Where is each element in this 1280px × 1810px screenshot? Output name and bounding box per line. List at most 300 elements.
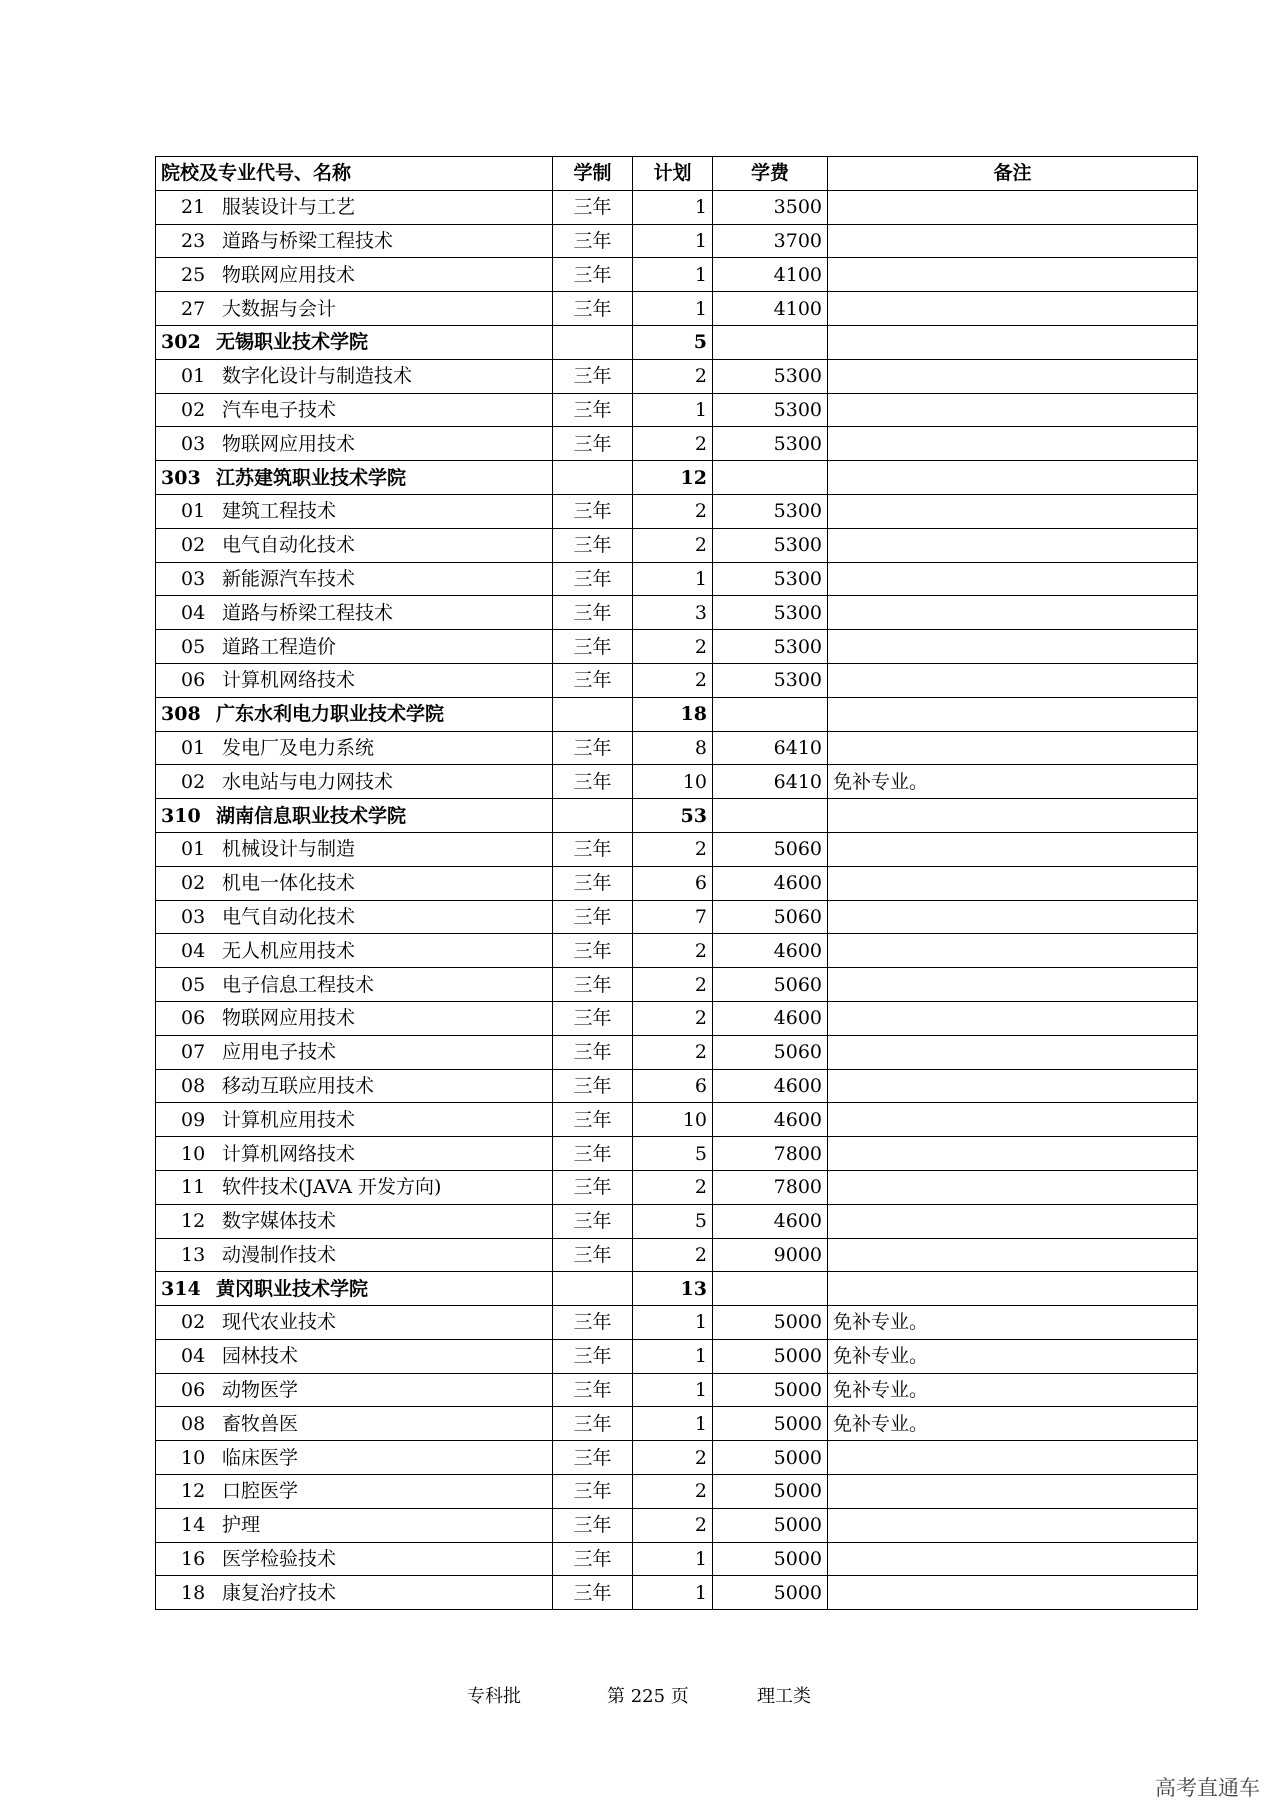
plan-cell: 1 — [633, 190, 713, 224]
note-cell — [828, 1035, 1198, 1069]
note-cell — [828, 1170, 1198, 1204]
table-row — [156, 494, 1198, 528]
major-name: 服装设计与工艺 — [222, 196, 356, 219]
table-row — [156, 1103, 1198, 1137]
note-cell — [828, 596, 1198, 630]
plan-cell: 2 — [633, 1238, 713, 1272]
major-code: 06 — [181, 1007, 206, 1030]
name-cell — [156, 1272, 553, 1306]
major-name: 现代农业技术 — [222, 1311, 337, 1334]
note-cell — [828, 325, 1198, 359]
note-cell — [828, 900, 1198, 934]
major-code: 12 — [181, 1480, 206, 1503]
fee-cell — [713, 461, 828, 495]
major-name: 数字化设计与制造技术 — [222, 365, 413, 388]
table-row — [156, 1407, 1198, 1441]
major-name: 大数据与会计 — [222, 297, 337, 320]
note-cell — [828, 1238, 1198, 1272]
note-cell — [828, 562, 1198, 596]
fee-cell: 5300 — [713, 393, 828, 427]
table-row — [156, 866, 1198, 900]
major-code: 02 — [181, 872, 206, 895]
fee-cell: 3500 — [713, 190, 828, 224]
length-cell: 三年 — [553, 934, 633, 968]
fee-cell: 5060 — [713, 900, 828, 934]
note-cell — [828, 292, 1198, 326]
header-row — [156, 157, 1198, 191]
major-code: 10 — [181, 1142, 206, 1165]
school-name: 黄冈职业技术学院 — [216, 1277, 369, 1300]
plan-cell: 2 — [633, 1170, 713, 1204]
major-name: 物联网应用技术 — [222, 263, 356, 286]
plan-cell: 1 — [633, 1373, 713, 1407]
plan-cell: 1 — [633, 562, 713, 596]
note-cell: 免补专业。 — [828, 1306, 1198, 1340]
major-name: 电子信息工程技术 — [222, 973, 375, 996]
note-cell — [828, 494, 1198, 528]
plan-cell: 6 — [633, 866, 713, 900]
note-cell — [828, 1576, 1198, 1610]
fee-cell — [713, 1272, 828, 1306]
school-code: 314 — [161, 1277, 201, 1300]
name-cell — [156, 427, 553, 461]
major-code: 08 — [181, 1412, 206, 1435]
plan-cell: 8 — [633, 731, 713, 765]
major-code: 18 — [181, 1581, 206, 1604]
note-cell — [828, 258, 1198, 292]
plan-cell: 1 — [633, 258, 713, 292]
name-cell — [156, 799, 553, 833]
major-code: 06 — [181, 669, 206, 692]
plan-cell: 2 — [633, 1475, 713, 1509]
fee-cell: 4600 — [713, 1001, 828, 1035]
plan-cell: 1 — [633, 393, 713, 427]
major-code: 08 — [181, 1074, 206, 1097]
table-row — [156, 1441, 1198, 1475]
major-name: 道路与桥梁工程技术 — [222, 601, 394, 624]
table-row — [156, 1475, 1198, 1509]
major-code: 21 — [181, 196, 206, 219]
plan-cell: 1 — [633, 1542, 713, 1576]
major-name: 计算机网络技术 — [222, 669, 356, 692]
table-row — [156, 968, 1198, 1002]
school-row — [156, 799, 1198, 833]
plan-cell: 1 — [633, 1339, 713, 1373]
length-cell: 三年 — [553, 765, 633, 799]
length-cell: 三年 — [553, 1339, 633, 1373]
major-name: 道路工程造价 — [222, 635, 337, 658]
major-name: 应用电子技术 — [222, 1041, 337, 1064]
length-cell: 三年 — [553, 1508, 633, 1542]
major-name: 发电厂及电力系统 — [222, 736, 375, 759]
table-body — [156, 190, 1198, 1609]
length-cell: 三年 — [553, 1035, 633, 1069]
name-cell — [156, 1475, 553, 1509]
header-name: 院校及专业代号、名称 — [156, 157, 553, 191]
plan-cell: 5 — [633, 325, 713, 359]
table-row — [156, 832, 1198, 866]
header-note: 备注 — [828, 157, 1198, 191]
table-row — [156, 427, 1198, 461]
table-row — [156, 1508, 1198, 1542]
length-cell: 三年 — [553, 562, 633, 596]
fee-cell: 5300 — [713, 494, 828, 528]
fee-cell: 5000 — [713, 1441, 828, 1475]
note-cell — [828, 528, 1198, 562]
table-row — [156, 1204, 1198, 1238]
length-cell — [553, 697, 633, 731]
note-cell — [828, 1103, 1198, 1137]
major-code: 16 — [181, 1548, 206, 1571]
table-row — [156, 562, 1198, 596]
footer-batch: 专科批 — [467, 1686, 521, 1707]
note-cell — [828, 799, 1198, 833]
note-cell — [828, 832, 1198, 866]
school-name: 广东水利电力职业技术学院 — [216, 703, 445, 726]
length-cell: 三年 — [553, 494, 633, 528]
major-code: 04 — [181, 939, 206, 962]
table-row — [156, 1035, 1198, 1069]
major-name: 新能源汽车技术 — [222, 567, 356, 590]
length-cell: 三年 — [553, 1238, 633, 1272]
fee-cell: 5000 — [713, 1576, 828, 1610]
plan-cell: 1 — [633, 1407, 713, 1441]
plan-cell: 2 — [633, 630, 713, 664]
school-code: 308 — [161, 703, 201, 726]
fee-cell: 5000 — [713, 1508, 828, 1542]
name-cell — [156, 663, 553, 697]
plan-cell: 12 — [633, 461, 713, 495]
major-code: 05 — [181, 973, 206, 996]
fee-cell — [713, 697, 828, 731]
fee-cell: 5000 — [713, 1407, 828, 1441]
major-name: 道路与桥梁工程技术 — [222, 229, 394, 252]
table-row — [156, 630, 1198, 664]
fee-cell: 5300 — [713, 427, 828, 461]
major-code: 01 — [181, 838, 206, 861]
name-cell — [156, 325, 553, 359]
length-cell: 三年 — [553, 1103, 633, 1137]
length-cell: 三年 — [553, 1407, 633, 1441]
note-cell — [828, 1441, 1198, 1475]
length-cell: 三年 — [553, 1576, 633, 1610]
plan-cell: 2 — [633, 494, 713, 528]
fee-cell: 4600 — [713, 934, 828, 968]
major-name: 软件技术(JAVA 开发方向) — [222, 1176, 442, 1199]
table-row — [156, 1306, 1198, 1340]
major-name: 计算机网络技术 — [222, 1142, 356, 1165]
length-cell: 三年 — [553, 663, 633, 697]
fee-cell: 6410 — [713, 731, 828, 765]
note-cell — [828, 359, 1198, 393]
major-name: 水电站与电力网技术 — [222, 770, 394, 793]
major-name: 移动互联应用技术 — [222, 1074, 375, 1097]
name-cell — [156, 190, 553, 224]
fee-cell: 7800 — [713, 1137, 828, 1171]
name-cell — [156, 359, 553, 393]
table-row — [156, 393, 1198, 427]
table-row — [156, 1001, 1198, 1035]
name-cell — [156, 1103, 553, 1137]
major-name: 汽车电子技术 — [222, 398, 337, 421]
name-cell — [156, 1542, 553, 1576]
table-row — [156, 1069, 1198, 1103]
fee-cell: 4600 — [713, 1204, 828, 1238]
note-cell — [828, 1542, 1198, 1576]
name-cell — [156, 1373, 553, 1407]
name-cell — [156, 258, 553, 292]
note-cell — [828, 1001, 1198, 1035]
table-row — [156, 258, 1198, 292]
fee-cell: 4600 — [713, 1069, 828, 1103]
plan-cell: 1 — [633, 292, 713, 326]
school-code: 310 — [161, 804, 201, 827]
name-cell — [156, 900, 553, 934]
school-name: 江苏建筑职业技术学院 — [216, 466, 407, 489]
table-row — [156, 663, 1198, 697]
plan-cell: 2 — [633, 427, 713, 461]
note-cell — [828, 1069, 1198, 1103]
length-cell: 三年 — [553, 359, 633, 393]
table-row — [156, 934, 1198, 968]
fee-cell: 5300 — [713, 562, 828, 596]
plan-cell: 1 — [633, 1576, 713, 1610]
fee-cell: 5060 — [713, 1035, 828, 1069]
major-name: 园林技术 — [222, 1345, 299, 1368]
name-cell — [156, 1204, 553, 1238]
name-cell — [156, 1441, 553, 1475]
plan-cell: 1 — [633, 224, 713, 258]
fee-cell: 5000 — [713, 1306, 828, 1340]
length-cell: 三年 — [553, 427, 633, 461]
major-code: 06 — [181, 1379, 206, 1402]
major-name: 临床医学 — [222, 1446, 299, 1469]
major-code: 09 — [181, 1108, 206, 1131]
major-name: 物联网应用技术 — [222, 1007, 356, 1030]
name-cell — [156, 630, 553, 664]
major-code: 02 — [181, 534, 206, 557]
table-row — [156, 292, 1198, 326]
name-cell — [156, 528, 553, 562]
length-cell: 三年 — [553, 1204, 633, 1238]
fee-cell: 4100 — [713, 292, 828, 326]
length-cell — [553, 1272, 633, 1306]
fee-cell: 7800 — [713, 1170, 828, 1204]
name-cell — [156, 596, 553, 630]
note-cell — [828, 1272, 1198, 1306]
plan-cell: 2 — [633, 1508, 713, 1542]
length-cell: 三年 — [553, 528, 633, 562]
plan-cell: 5 — [633, 1137, 713, 1171]
table-row — [156, 1339, 1198, 1373]
major-name: 建筑工程技术 — [222, 500, 337, 523]
fee-cell: 4600 — [713, 866, 828, 900]
table-row — [156, 190, 1198, 224]
note-cell — [828, 461, 1198, 495]
plan-cell: 10 — [633, 1103, 713, 1137]
fee-cell: 3700 — [713, 224, 828, 258]
header-plan: 计划 — [633, 157, 713, 191]
name-cell — [156, 393, 553, 427]
major-name: 医学检验技术 — [222, 1548, 337, 1571]
plan-cell: 2 — [633, 1001, 713, 1035]
watermark: 高考直通车 — [1155, 1776, 1260, 1800]
name-cell — [156, 731, 553, 765]
plan-cell: 2 — [633, 359, 713, 393]
length-cell: 三年 — [553, 1373, 633, 1407]
major-code: 02 — [181, 770, 206, 793]
note-cell: 免补专业。 — [828, 765, 1198, 799]
plan-cell: 5 — [633, 1204, 713, 1238]
table-row — [156, 1137, 1198, 1171]
length-cell: 三年 — [553, 596, 633, 630]
table-row — [156, 224, 1198, 258]
header-fee: 学费 — [713, 157, 828, 191]
name-cell — [156, 697, 553, 731]
length-cell: 三年 — [553, 1306, 633, 1340]
major-name: 机械设计与制造 — [222, 838, 356, 861]
plan-cell: 2 — [633, 1441, 713, 1475]
length-cell — [553, 799, 633, 833]
plan-cell: 2 — [633, 968, 713, 1002]
plan-cell: 18 — [633, 697, 713, 731]
fee-cell: 5000 — [713, 1542, 828, 1576]
note-cell — [828, 731, 1198, 765]
name-cell — [156, 494, 553, 528]
length-cell: 三年 — [553, 968, 633, 1002]
major-code: 04 — [181, 601, 206, 624]
note-cell — [828, 934, 1198, 968]
school-row — [156, 1272, 1198, 1306]
major-name: 机电一体化技术 — [222, 872, 356, 895]
fee-cell: 5300 — [713, 528, 828, 562]
note-cell — [828, 427, 1198, 461]
length-cell: 三年 — [553, 258, 633, 292]
admission-plan-table — [155, 156, 1198, 1610]
plan-cell: 6 — [633, 1069, 713, 1103]
length-cell — [553, 325, 633, 359]
major-code: 25 — [181, 263, 206, 286]
fee-cell: 9000 — [713, 1238, 828, 1272]
fee-cell: 5000 — [713, 1339, 828, 1373]
name-cell — [156, 1576, 553, 1610]
note-cell — [828, 968, 1198, 1002]
table-row — [156, 359, 1198, 393]
footer-page-number: 第 225 页 — [607, 1686, 689, 1707]
school-row — [156, 325, 1198, 359]
length-cell: 三年 — [553, 1170, 633, 1204]
name-cell — [156, 1035, 553, 1069]
major-code: 01 — [181, 365, 206, 388]
plan-cell: 3 — [633, 596, 713, 630]
school-row — [156, 697, 1198, 731]
major-code: 03 — [181, 567, 206, 590]
name-cell — [156, 224, 553, 258]
length-cell: 三年 — [553, 224, 633, 258]
header-length: 学制 — [553, 157, 633, 191]
table-row — [156, 1238, 1198, 1272]
name-cell — [156, 1001, 553, 1035]
major-code: 12 — [181, 1210, 206, 1233]
length-cell: 三年 — [553, 190, 633, 224]
note-cell — [828, 1204, 1198, 1238]
major-name: 口腔医学 — [222, 1480, 299, 1503]
note-cell: 免补专业。 — [828, 1339, 1198, 1373]
table-row — [156, 1373, 1198, 1407]
major-code: 14 — [181, 1514, 206, 1537]
major-name: 电气自动化技术 — [222, 905, 356, 928]
name-cell — [156, 866, 553, 900]
fee-cell: 5300 — [713, 630, 828, 664]
plan-cell: 10 — [633, 765, 713, 799]
plan-cell: 2 — [633, 528, 713, 562]
fee-cell: 5000 — [713, 1373, 828, 1407]
note-cell: 免补专业。 — [828, 1373, 1198, 1407]
fee-cell: 5300 — [713, 663, 828, 697]
fee-cell: 4100 — [713, 258, 828, 292]
length-cell: 三年 — [553, 1069, 633, 1103]
note-cell — [828, 1508, 1198, 1542]
name-cell — [156, 765, 553, 799]
table-row — [156, 1542, 1198, 1576]
major-name: 护理 — [222, 1514, 261, 1537]
note-cell: 免补专业。 — [828, 1407, 1198, 1441]
plan-cell: 7 — [633, 900, 713, 934]
school-code: 302 — [161, 331, 201, 354]
plan-cell: 2 — [633, 934, 713, 968]
fee-cell: 5000 — [713, 1475, 828, 1509]
major-name: 无人机应用技术 — [222, 939, 356, 962]
length-cell: 三年 — [553, 1475, 633, 1509]
fee-cell: 4600 — [713, 1103, 828, 1137]
fee-cell — [713, 325, 828, 359]
length-cell: 三年 — [553, 900, 633, 934]
name-cell — [156, 1306, 553, 1340]
length-cell — [553, 461, 633, 495]
table-row — [156, 900, 1198, 934]
major-code: 07 — [181, 1041, 206, 1064]
major-name: 动漫制作技术 — [222, 1243, 337, 1266]
footer-category: 理工类 — [757, 1686, 811, 1707]
length-cell: 三年 — [553, 832, 633, 866]
school-row — [156, 461, 1198, 495]
length-cell: 三年 — [553, 1441, 633, 1475]
major-code: 10 — [181, 1446, 206, 1469]
major-code: 01 — [181, 500, 206, 523]
length-cell: 三年 — [553, 731, 633, 765]
name-cell — [156, 968, 553, 1002]
name-cell — [156, 1137, 553, 1171]
name-cell — [156, 832, 553, 866]
note-cell — [828, 630, 1198, 664]
major-name: 动物医学 — [222, 1379, 299, 1402]
table-row — [156, 528, 1198, 562]
name-cell — [156, 562, 553, 596]
note-cell — [828, 1137, 1198, 1171]
length-cell: 三年 — [553, 1137, 633, 1171]
length-cell: 三年 — [553, 1542, 633, 1576]
fee-cell: 5300 — [713, 596, 828, 630]
major-name: 数字媒体技术 — [222, 1210, 337, 1233]
school-code: 303 — [161, 466, 201, 489]
name-cell — [156, 1238, 553, 1272]
name-cell — [156, 1339, 553, 1373]
major-code: 02 — [181, 398, 206, 421]
major-code: 02 — [181, 1311, 206, 1334]
length-cell: 三年 — [553, 393, 633, 427]
plan-cell: 2 — [633, 663, 713, 697]
name-cell — [156, 461, 553, 495]
